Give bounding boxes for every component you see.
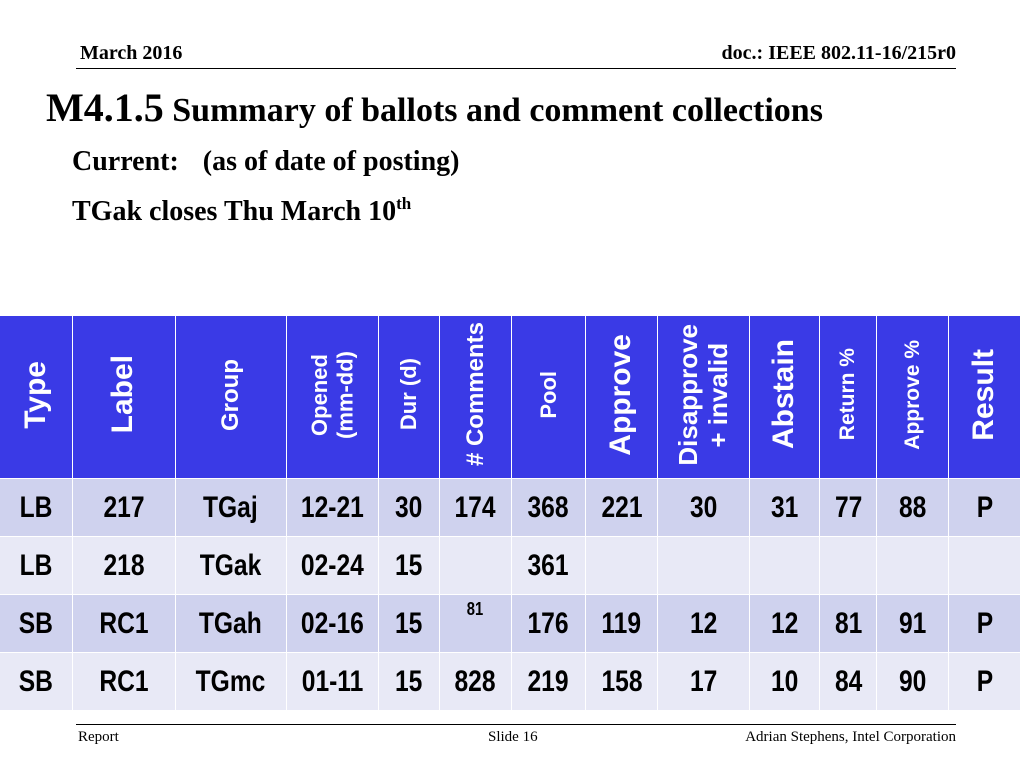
col-header-approve-pct <box>877 316 949 479</box>
cell-disapprove: 17 <box>658 653 750 711</box>
current-note: (as of date of posting) <box>202 146 460 177</box>
closing-sup: th <box>396 194 412 213</box>
ballot-table <box>0 316 1020 710</box>
cell-comments: 174 <box>439 479 511 537</box>
col-header-approve-pct-label: Approve % <box>900 339 924 450</box>
col-header-duration <box>378 316 439 479</box>
header-date: March 2016 <box>80 42 183 64</box>
cell-opened: 01-11 <box>286 653 378 711</box>
cell-pool: 176 <box>511 595 585 653</box>
cell-pool: 368 <box>511 479 585 537</box>
closing-line <box>72 194 411 228</box>
col-header-approve-label: Approve <box>604 333 638 456</box>
cell-approve-pct: 88 <box>877 479 949 537</box>
cell-approve <box>586 537 658 595</box>
col-header-abstain-label: Abstain <box>767 339 801 450</box>
cell-group: TGak <box>175 537 286 595</box>
cell-result: P <box>949 595 1020 653</box>
col-header-opened <box>286 316 378 479</box>
footer-slide-number: Slide 16 <box>488 729 538 745</box>
cell-type: SB <box>0 653 72 711</box>
col-header-opened-label: Opened (mm-dd) <box>306 350 358 439</box>
footer-report: Report <box>78 729 119 745</box>
cell-opened: 02-24 <box>286 537 378 595</box>
cell-return-pct: 81 <box>820 595 877 653</box>
col-header-group-label: Group <box>216 358 244 431</box>
cell-comments <box>439 537 511 595</box>
current-label: Current: <box>72 146 179 177</box>
cell-approve: 221 <box>586 479 658 537</box>
col-header-return-pct <box>820 316 877 479</box>
cell-abstain: 31 <box>750 479 820 537</box>
cell-label: 218 <box>72 537 175 595</box>
table-row <box>0 653 1020 711</box>
cell-abstain: 10 <box>750 653 820 711</box>
col-header-result <box>949 316 1020 479</box>
cell-opened: 12-21 <box>286 479 378 537</box>
cell-return-pct <box>820 537 877 595</box>
cell-comments: 81 <box>439 595 511 653</box>
col-header-pool <box>511 316 585 479</box>
title-text: Summary of ballots and comment collections <box>163 92 823 129</box>
cell-abstain: 12 <box>750 595 820 653</box>
col-header-pool-label: Pool <box>535 370 561 419</box>
col-header-disapprove <box>658 316 750 479</box>
cell-type: LB <box>0 479 72 537</box>
header-divider <box>76 68 956 69</box>
footer-divider <box>76 724 956 725</box>
cell-result: P <box>949 479 1020 537</box>
cell-pool: 361 <box>511 537 585 595</box>
closing-text: TGak closes Thu March 10 <box>72 196 397 227</box>
cell-duration: 15 <box>378 595 439 653</box>
col-header-result-label: Result <box>967 348 1001 441</box>
cell-return-pct: 84 <box>820 653 877 711</box>
header-doc-id: doc.: IEEE 802.11-16/215r0 <box>721 42 956 64</box>
col-header-disapprove-label: Disapprove + invalid <box>672 323 733 466</box>
col-header-approve <box>586 316 658 479</box>
table-row <box>0 479 1020 537</box>
cell-duration: 15 <box>378 537 439 595</box>
cell-opened: 02-16 <box>286 595 378 653</box>
cell-type: SB <box>0 595 72 653</box>
cell-return-pct: 77 <box>820 479 877 537</box>
col-header-comments <box>439 316 511 479</box>
col-header-group <box>175 316 286 479</box>
slide-title <box>46 84 823 131</box>
table-row <box>0 595 1020 653</box>
cell-type: LB <box>0 537 72 595</box>
col-header-return-pct-label: Return % <box>836 348 860 441</box>
cell-duration: 30 <box>378 479 439 537</box>
cell-group: TGmc <box>175 653 286 711</box>
col-header-abstain <box>750 316 820 479</box>
cell-disapprove <box>658 537 750 595</box>
col-header-duration-label: Dur (d) <box>396 358 422 431</box>
cell-pool: 219 <box>511 653 585 711</box>
cell-approve: 158 <box>586 653 658 711</box>
current-line <box>72 146 459 178</box>
cell-label: RC1 <box>72 653 175 711</box>
cell-abstain <box>750 537 820 595</box>
cell-disapprove: 30 <box>658 479 750 537</box>
cell-label: 217 <box>72 479 175 537</box>
title-number: M4.1.5 <box>46 85 164 130</box>
cell-label: RC1 <box>72 595 175 653</box>
cell-comments: 828 <box>439 653 511 711</box>
table-row <box>0 537 1020 595</box>
cell-group: TGah <box>175 595 286 653</box>
cell-group: TGaj <box>175 479 286 537</box>
cell-result <box>949 537 1020 595</box>
cell-disapprove: 12 <box>658 595 750 653</box>
footer-author: Adrian Stephens, Intel Corporation <box>745 729 956 745</box>
cell-result: P <box>949 653 1020 711</box>
cell-duration: 15 <box>378 653 439 711</box>
table-header-row <box>0 316 1020 479</box>
col-header-type <box>0 316 72 479</box>
cell-approve-pct: 91 <box>877 595 949 653</box>
col-header-label-label: Label <box>106 355 140 434</box>
col-header-type-label: Type <box>18 360 52 429</box>
cell-approve-pct: 90 <box>877 653 949 711</box>
cell-approve-pct <box>877 537 949 595</box>
col-header-comments-label: # Comments <box>461 322 489 467</box>
col-header-label <box>72 316 175 479</box>
cell-approve: 119 <box>586 595 658 653</box>
